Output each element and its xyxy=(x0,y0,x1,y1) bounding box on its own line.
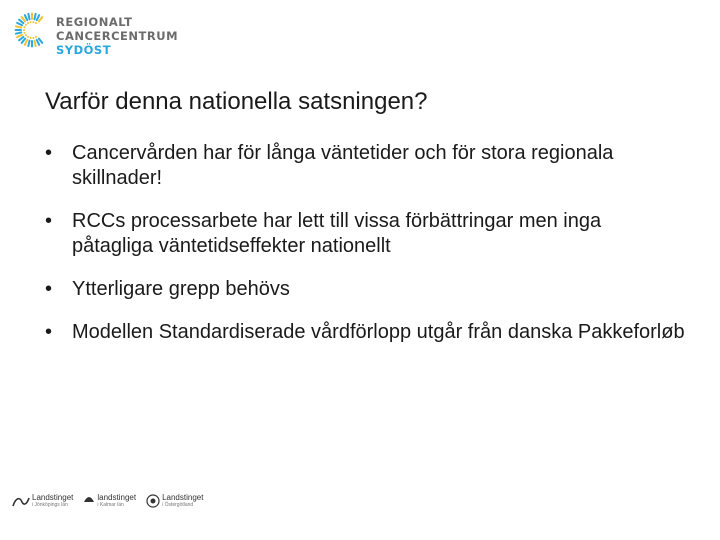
footer-logo-sub: i Kalmar län xyxy=(97,502,124,508)
logo-ray xyxy=(39,39,42,43)
footer-logo-sub: i Östergötland xyxy=(162,502,194,508)
footer-logo-kalmar xyxy=(83,494,136,508)
logo-dot xyxy=(32,21,34,23)
footer-logo-jonkoping xyxy=(12,494,73,508)
bullet-item xyxy=(45,141,685,191)
sunburst-logo-icon xyxy=(14,12,50,48)
footer-logo-name: landstinget xyxy=(97,493,137,502)
logo-ray xyxy=(37,40,39,45)
footer-logo-ostergotland xyxy=(146,494,203,508)
bullet-text: Ytterligare grepp behövs xyxy=(72,278,290,300)
bullet-text: Modellen Standardiserade vårdförlopp utgår från danska Pakkeforløb xyxy=(72,321,685,343)
bullet-item xyxy=(45,277,685,302)
logo-dot xyxy=(30,37,32,39)
logo-dot xyxy=(23,26,25,28)
logo-dot xyxy=(23,32,25,34)
logo-ray xyxy=(37,15,39,20)
rcc-logo xyxy=(14,12,178,57)
bullet-text: RCCs processarbete har lett till vissa förbättringar men inga påtagliga väntetidseffekter nationellt xyxy=(72,210,602,257)
logo-ray xyxy=(16,26,21,27)
logo-dot xyxy=(35,22,37,24)
logo-dot xyxy=(35,36,37,38)
logo-text xyxy=(56,15,178,57)
footer-logo-sub: i Jönköpings län xyxy=(32,502,68,508)
logo-ray xyxy=(22,39,25,43)
logo-ray xyxy=(28,41,29,46)
logo-line-3: SYDÖST xyxy=(56,43,112,57)
bullet-item xyxy=(45,209,685,259)
logo-ray xyxy=(17,35,22,37)
footer-logo-name: Landstinget xyxy=(162,493,204,502)
logo-ray xyxy=(34,41,35,46)
logo-dot xyxy=(23,29,25,31)
logo-line-2: CANCERCENTRUM xyxy=(56,29,179,43)
logo-line-1: REGIONALT xyxy=(56,15,133,29)
logo-ray xyxy=(22,17,25,21)
bullet-item xyxy=(45,320,685,345)
logo-ray xyxy=(34,14,35,19)
landstinget-kalmar-icon xyxy=(83,494,95,508)
footer-logo-name: Landstinget xyxy=(32,493,74,502)
logo-dot xyxy=(27,36,29,38)
logo-ray xyxy=(16,32,21,33)
bullet-list xyxy=(45,141,685,363)
bullet-dot: • xyxy=(45,210,53,232)
logo-ray xyxy=(25,40,27,45)
bullet-dot: • xyxy=(45,321,53,343)
bullet-text: Cancervården har för långa väntetider och för stora regionala skillnader! xyxy=(72,142,614,189)
slide-title: Varför denna nationella satsningen? xyxy=(45,88,428,115)
logo-ray xyxy=(19,37,23,40)
logo-ray xyxy=(39,17,42,21)
logo-ray xyxy=(28,14,29,19)
logo-dot xyxy=(30,21,32,23)
logo-ray xyxy=(17,23,22,25)
logo-ray xyxy=(19,20,23,23)
bullet-dot: • xyxy=(45,142,53,164)
footer-logos xyxy=(12,494,203,508)
logo-dot xyxy=(27,22,29,24)
logo-dot xyxy=(25,24,27,26)
landstinget-jonkoping-icon xyxy=(12,494,30,508)
bullet-dot: • xyxy=(45,278,53,300)
logo-dot xyxy=(32,37,34,39)
logo-ray xyxy=(25,15,27,20)
landstinget-ostergotland-icon xyxy=(146,494,160,508)
logo-dot xyxy=(25,34,27,36)
